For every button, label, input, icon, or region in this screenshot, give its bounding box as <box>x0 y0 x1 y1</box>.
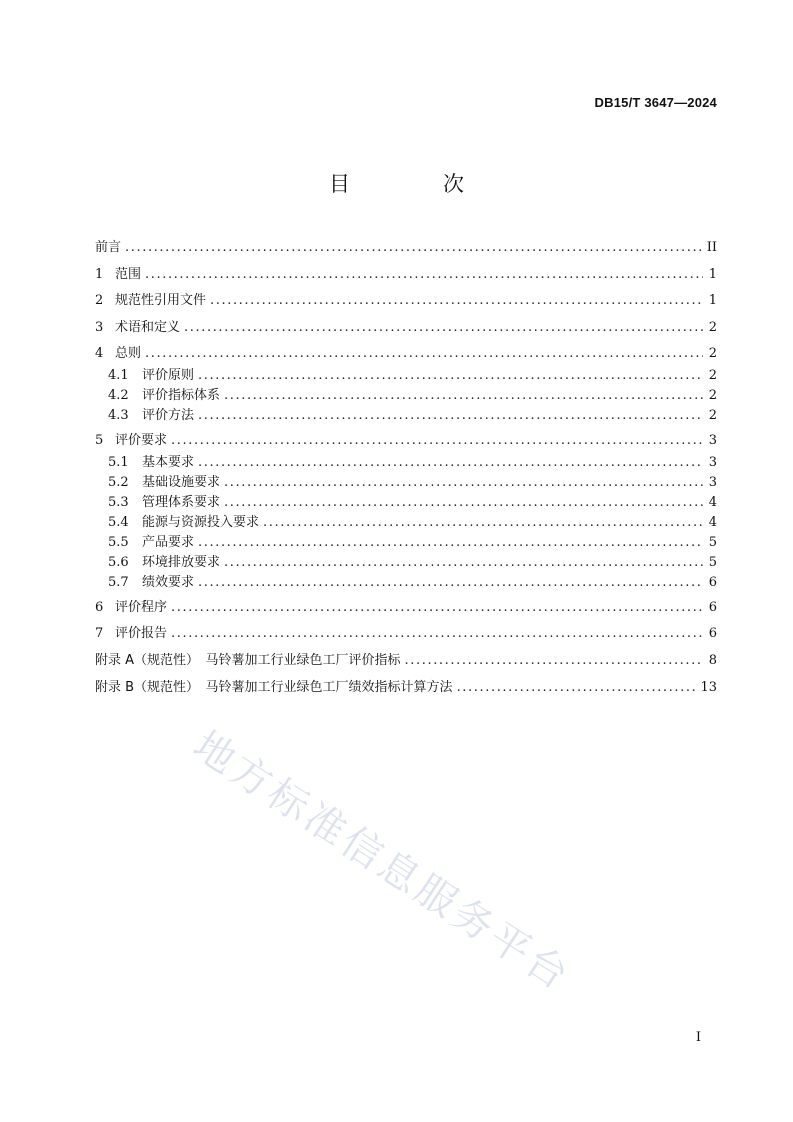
toc-entry-page: 8 <box>708 653 717 668</box>
toc-entry-label: 术语和定义 <box>115 320 181 335</box>
toc-entry-label: 评价指标体系 <box>142 388 221 403</box>
toc-entry[interactable] <box>95 598 717 618</box>
toc-leader-dots <box>171 598 703 618</box>
toc-leader-dots <box>224 553 703 573</box>
toc-entry-page: 2 <box>708 408 717 423</box>
toc-entry-page: 6 <box>708 575 717 590</box>
toc-entry-page: 2 <box>708 346 717 361</box>
toc-entry-number: 6 <box>95 600 104 615</box>
toc-leader-dots <box>457 678 697 698</box>
toc-title: 目 次 <box>329 172 500 196</box>
toc-entry-number: 1 <box>95 267 104 282</box>
toc-entry-page: 1 <box>708 293 717 308</box>
toc-entry[interactable] <box>108 533 717 553</box>
toc-entry-number: 5.4 <box>108 515 129 530</box>
toc-leader-dots <box>405 651 703 671</box>
toc-entry[interactable] <box>95 238 717 258</box>
toc-entry-number: 5.2 <box>108 475 129 490</box>
toc-entry-label: 范围 <box>115 267 142 282</box>
toc-entry-page: 6 <box>708 626 717 641</box>
toc-entry-label: 能源与资源投入要求 <box>142 515 260 530</box>
toc-entry[interactable] <box>95 431 717 451</box>
toc-entry-page: 4 <box>708 515 717 530</box>
toc-leader-dots <box>198 453 703 473</box>
footer-page-number: I <box>695 1030 701 1045</box>
toc-entry-page: 5 <box>708 535 717 550</box>
toc-entry-number: 2 <box>95 293 104 308</box>
watermark: 地方标准信息服务平台 <box>185 722 580 1001</box>
toc-entry-page: 1 <box>708 267 717 282</box>
toc-entry[interactable] <box>108 573 717 593</box>
toc-entry[interactable] <box>95 678 717 698</box>
toc-entry-page: 2 <box>708 320 717 335</box>
toc-entry-number: 5.5 <box>108 535 129 550</box>
toc-entry-label: 附录 B（规范性） 马铃薯加工行业绿色工厂绩效指标计算方法 <box>95 680 453 695</box>
toc-entry[interactable] <box>95 265 717 285</box>
toc-entry-label: 评价原则 <box>142 368 195 383</box>
toc-entry-label: 评价程序 <box>115 600 168 615</box>
toc-entry[interactable] <box>95 624 717 644</box>
toc-entry-page: 3 <box>708 475 717 490</box>
toc-entry-label: 总则 <box>115 346 142 361</box>
toc-entry-number: 5.7 <box>108 575 129 590</box>
toc-entry-label: 基础设施要求 <box>142 475 221 490</box>
toc-entry-label: 绩效要求 <box>142 575 195 590</box>
toc-leader-dots <box>210 291 703 311</box>
toc-leader-dots <box>198 406 703 426</box>
toc-entry-label: 环境排放要求 <box>142 555 221 570</box>
toc-entry-number: 5 <box>95 433 104 448</box>
toc-leader-dots <box>125 238 703 258</box>
toc-leader-dots <box>198 366 703 386</box>
toc-entry-label: 管理体系要求 <box>142 495 221 510</box>
toc-entry-number: 7 <box>95 626 104 641</box>
toc-entry[interactable] <box>108 493 717 513</box>
toc-entry[interactable] <box>108 553 717 573</box>
toc-entry-number: 5.3 <box>108 495 129 510</box>
toc-entry-page: 5 <box>708 555 717 570</box>
toc-leader-dots <box>224 386 703 406</box>
toc-entry-label: 评价要求 <box>115 433 168 448</box>
toc-entry-number: 4 <box>95 346 104 361</box>
toc-entry-label: 评价报告 <box>115 626 168 641</box>
toc-entry-page: 3 <box>708 455 717 470</box>
toc-entry-page: 3 <box>708 433 717 448</box>
toc-entry[interactable] <box>108 453 717 473</box>
toc-leader-dots <box>198 533 703 553</box>
toc-entry[interactable] <box>95 318 717 338</box>
toc-entry-number: 3 <box>95 320 104 335</box>
toc-entry-number: 4.1 <box>108 368 129 383</box>
toc-entry-page: 6 <box>708 600 717 615</box>
toc-leader-dots <box>184 318 703 338</box>
toc-entry[interactable] <box>108 386 717 406</box>
toc-entry-label: 产品要求 <box>142 535 195 550</box>
toc-entry-label: 附录 A（规范性） 马铃薯加工行业绿色工厂评价指标 <box>95 653 401 668</box>
toc-leader-dots <box>145 265 703 285</box>
toc-leader-dots <box>145 344 703 364</box>
toc-entry-number: 5.6 <box>108 555 129 570</box>
toc-entry-label: 规范性引用文件 <box>115 293 207 308</box>
toc-leader-dots <box>171 431 703 451</box>
toc-entry-page: 2 <box>708 368 717 383</box>
toc-leader-dots <box>263 513 703 533</box>
toc-entry[interactable] <box>108 513 717 533</box>
toc-entry-page: 2 <box>708 388 717 403</box>
toc-entry-label: 基本要求 <box>142 455 195 470</box>
toc-entry[interactable] <box>95 344 717 364</box>
document-code: DB15/T 3647—2024 <box>594 95 717 110</box>
toc-entry[interactable] <box>108 473 717 493</box>
toc-entry-page: 13 <box>700 680 717 695</box>
toc-leader-dots <box>198 573 703 593</box>
toc-entry-number: 5.1 <box>108 455 129 470</box>
toc-leader-dots <box>224 493 703 513</box>
toc-entry-page: 4 <box>708 495 717 510</box>
toc-entry-label: 前言 <box>95 240 122 255</box>
toc-entry-label: 评价方法 <box>142 408 195 423</box>
toc-entry[interactable] <box>108 366 717 386</box>
toc-entry-number: 4.2 <box>108 388 129 403</box>
toc-entry-number: 4.3 <box>108 408 129 423</box>
toc-leader-dots <box>171 624 703 644</box>
toc-entry[interactable] <box>95 651 717 671</box>
toc-entry-page: II <box>706 240 717 255</box>
toc-entry[interactable] <box>108 406 717 426</box>
toc-entry[interactable] <box>95 291 717 311</box>
toc-leader-dots <box>224 473 703 493</box>
